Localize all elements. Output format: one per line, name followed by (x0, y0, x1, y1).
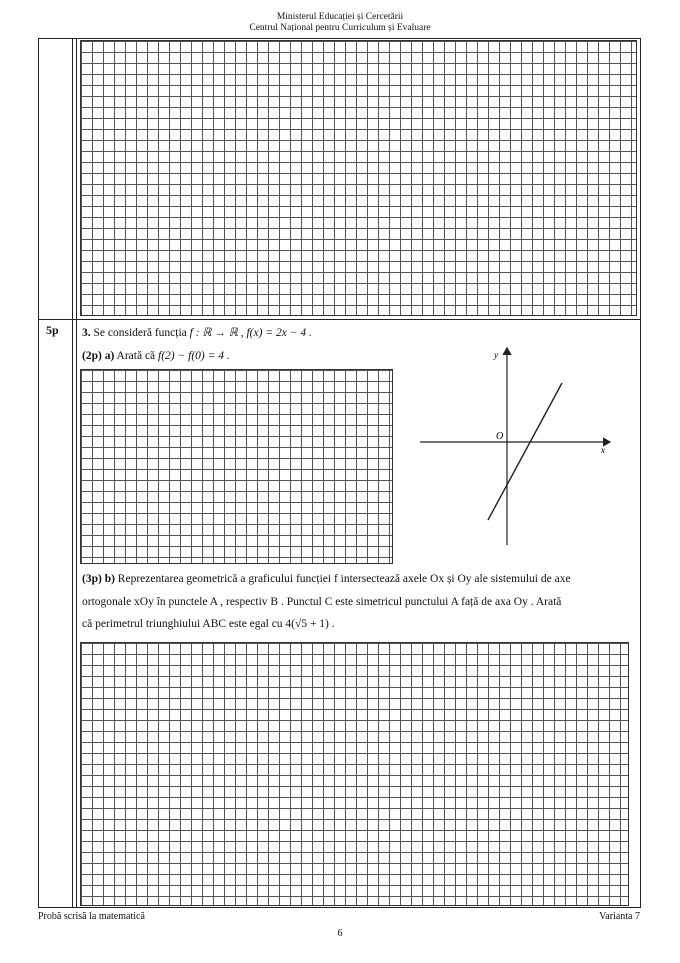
problem-divider (38, 319, 641, 320)
points-column-divider (76, 38, 77, 908)
function-line (488, 383, 562, 520)
x-axis-label: x (601, 445, 605, 455)
part-b-line1 (82, 572, 571, 586)
part-b-text-1: Reprezentarea geometrică a graficului funcției f intersectează axele Ox și Oy ale sistemului de axe (117, 573, 571, 585)
footer-variant: Varianta 7 (599, 911, 640, 922)
problem-text: Se consideră funcția (93, 327, 187, 339)
part-a-points: (2p) (82, 350, 102, 362)
problem-statement (82, 326, 312, 340)
part-a-label: a) (104, 350, 115, 362)
header-center: Centrul Național pentru Curriculum și Evaluare (249, 23, 431, 33)
origin-label: O (496, 431, 504, 442)
answer-grid-part-a[interactable] (80, 369, 393, 564)
part-b-line2: ortogonale xOy în punctele A , respectiv B . Punctul C este simetricul punctului A față de axa Oy . Arată (82, 596, 562, 608)
part-b-line3: că perimetrul triunghiului ABC este egal cu 4(√5 + 1) . (82, 618, 335, 630)
problem-points: 5p (46, 323, 59, 337)
function-graph (410, 340, 625, 550)
part-a-math: f(2) − f(0) = 4 . (158, 350, 230, 362)
part-a-text: Arată că (116, 350, 156, 362)
y-axis-label: y (494, 350, 498, 360)
points-column-divider-inner (72, 38, 73, 908)
problem-number: 3. (82, 327, 91, 339)
page-number: 6 (337, 928, 343, 939)
part-b-points: (3p) (82, 573, 102, 585)
answer-grid-part-b[interactable] (80, 642, 629, 906)
answer-grid-top[interactable] (80, 40, 637, 316)
footer-exam-title: Probă scrisă la matematică (38, 911, 145, 922)
problem-function: f : ℝ → ℝ , f(x) = 2x − 4 . (189, 327, 312, 339)
header-ministry: Ministerul Educației și Cercetării (276, 12, 404, 22)
part-a-statement (82, 349, 230, 363)
part-b-label: b) (104, 573, 115, 585)
